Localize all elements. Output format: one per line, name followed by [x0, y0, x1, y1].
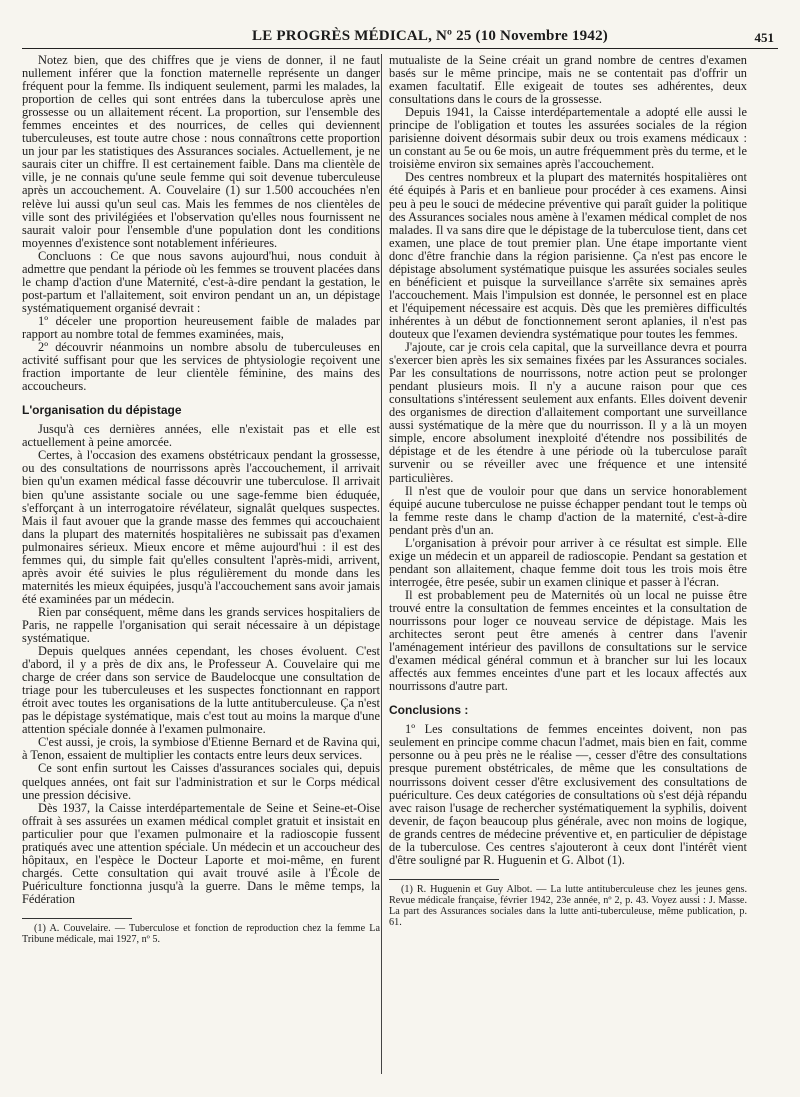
- paragraph: Concluons : Ce que nous savons aujourd'hui, nous conduit à admettre que pendant la période où les femmes se trouvent placées dans le champ d'action d'une Maternité, c'est-à-dire pendant la gestation, le post-partum et l'allaitement, soit environ pendant un an, un dépistage systématiquement organisé devrait :: [22, 248, 380, 315]
- page-number: 451: [754, 30, 774, 45]
- paragraph: Depuis 1941, la Caisse interdépartementale a adopté elle aussi le principe de l'obligation et toutes les assurées sociales de la région parisienne doivent désormais subir deux ou trois examens médicaux : un constant au 5e ou 6e mois, un autre fréquemment près du terme, et le troisième environ six semaines après l'accouchement.: [389, 105, 747, 172]
- section-heading: Conclusions :: [389, 703, 469, 718]
- paragraph: Des centres nombreux et la plupart des maternités hospitalières ont été équipés à Paris et en banlieue pour procéder à ces examens. Ainsi peu à peu le souci de médecine préventive qui paraît guider la politique des Assurances sociales nous amène à l'examen médical complet de nos malades. Il va sans dire que le dépistage de la tuberculose tient, dans cet examen, une place de tout premier plan. Une étape importante vient donc d'être franchie dans la région parisienne. Ça n'est pas encore le dépistage absolument systématique puisque les assurées sociales seules en bénéficient et puisque la surveillance s'arrête six semaines après l'accouchement. Mais l'impulsion est donnée, le personnel est en place et l'équipement nécessaire est acquis. Dès que les premières difficultés inhérentes à un début de fonctionnement seront aplanies, il n'est pas douteux que l'examen deviendra systématique pour toutes les femmes.: [389, 170, 747, 341]
- footnote: (1) R. Huguenin et Guy Albot. — La lutte antituberculeuse chez les jeunes gens. Revue médicale française, février 1942, 23e année, nº 2, p. 43. Voyez aussi : J. Masse. La part des Assurances sociales dans la lutte anti-tuberculeuse, même publication, p. 61.: [389, 883, 747, 928]
- paragraph: Dès 1937, la Caisse interdépartementale de Seine et Seine-et-Oise offrait à ses assurées un examen médical complet gratuit et insistait en particulier pour que l'examen pulmonaire et la radioscopie fussent pratiqués avec une attention spéciale. Un médecin et un accoucheur des hôpitaux, en l'espèce le Docteur Laporte et moi-même, en furent chargés. Cette consultation qui avait trouvé asile à l'École de Puériculture fonctionna jusqu'à la guerre. Dans le même temps, la Fédération: [22, 800, 380, 906]
- page-header: [22, 26, 778, 49]
- column-divider: [381, 54, 382, 1074]
- paragraph: mutualiste de la Seine créait un grand nombre de centres d'examen basés sur le même principe, mais ne se contentait pas d'offrir un examen facultatif. Elle exigeait de toutes ses adhérentes, deux consultations dans le cours de la grossesse.: [389, 53, 747, 107]
- right-column: [389, 54, 747, 928]
- footnote-rule: [22, 918, 132, 919]
- paragraph: Il n'est que de vouloir pour que dans un service honorablement équipé aucune tuberculose ne puisse échapper pendant tout le temps où la femme reste dans le champ d'action de la maternité, c'est-à-dire pendant près d'un an.: [389, 483, 747, 537]
- footnote-rule: [389, 879, 499, 880]
- paragraph: Certes, à l'occasion des examens obstétricaux pendant la grossesse, ou des consultations de nourrissons après l'accouchement, il arrivait bien qu'un examen médical fasse découvrir une tuberculose. Il arrivait bien qu'une assistante sociale ou une sage-femme bien éduquée, s'efforçant à un interrogatoire révélateur, signalât quelques suspectes. Mais il faut avouer que la grande masse des femmes qui accouchaient dans la plupart des maternités hospitalières ne subissait pas d'examen pulmonaires sérieux. Mieux encore et même aujourd'hui : il est des femmes qui, du simple fait qu'elles consultent l'après-midi, arrivent, après avoir été suivies le plus régulièrement du monde dans les maternités les mieux équipées, jusqu'à l'accouchement sans avoir jamais été examinées par un médecin.: [22, 448, 380, 606]
- paragraph: 1º déceler une proportion heureusement faible de malades par rapport au nombre total de femmes examinées, mais,: [22, 313, 380, 341]
- paragraph: Notez bien, que des chiffres que je viens de donner, il ne faut nullement inférer que la fonction maternelle représente un danger fréquent pour la femme. Ils indiquent seulement, parmi les malades, la proportion de celles qui sont entrées dans la tuberculose après une grossesse ou un allaitement récent. La proportion, sur l'ensemble des femmes enceintes et des nourrices, de celles qui deviennent tuberculeuses, est toute autre chose : nous connaîtrons cette proportion un jour par les statistiques des Assurances sociales. Actuellement, je ne saurais citer un chiffre. Il est certainement faible. Dans ma clientèle de ville, je ne connais qu'une seule femme qui soit devenue tuberculeuse après un accouchement. A. Couvelaire (1) sur 1.500 accouchées n'en relève lui aussi qu'un seul cas. Mais les femmes de nos clientèles de ville sont des privilégiées et l'observation qu'elles nous fournissent ne saurait valoir pour l'ensemble d'une population dont les conditions moyennes d'existence sont notablement inférieures.: [22, 53, 380, 250]
- paragraph: 1º Les consultations de femmes enceintes doivent, non pas seulement en principe comme chacun l'admet, mais bien en fait, comme personne ou à peu près ne le réalise —, cesser d'être des consultations presque purement obstétricales, de même que les consultations de nourrissons doivent cesser d'être exclusivement des consultations de puériculture. Ces deux catégories de consultations où s'est déjà répandu avec raison l'usage de rechercher systématiquement la syphilis, doivent devenir, de façon beaucoup plus générale, avec non moins de logique, de grands centres de médecine préventive et, en particulier de dépistage de la tuberculose. Ces centres s'ajouteront à ceux dont l'intérêt vient d'être souligné par R. Huguenin et G. Albot (1).: [389, 722, 747, 867]
- footnote: (1) A. Couvelaire. — Tuberculose et fonction de reproduction chez la femme La Tribune médicale, mai 1927, nº 5.: [22, 923, 380, 945]
- paragraph: L'organisation à prévoir pour arriver à ce résultat est simple. Elle exige un médecin et un appareil de radioscopie. Pendant sa gestation et pendant son allaitement, chaque femme doit tous les trois mois être interrogée, être pesée, subir un examen clinique et passer à l'écran.: [389, 535, 747, 589]
- paragraph: Rien par conséquent, même dans les grands services hospitaliers de Paris, ne rappelle l'organisation qui serait nécessaire à un dépistage systématique.: [22, 604, 380, 646]
- paragraph: J'ajoute, car je crois cela capital, que la surveillance devra et pourra s'exercer bien après les six semaines fixées par les Assurances sociales. Par les consultations de nourrissons, notre action peut se prolonger pendant plusieurs mois. Il n'y a aucune raison pour que ces consultations s'intéressent seulement aux enfants. Elles doivent devenir des organismes de direction d'allaitement comportant une surveillance aussi systématique de la mère que du nourrisson. Il y a là un moyen simple, encore absolument inexploité d'étendre nos possibilités de dépistage et de les étendre à une période où la tuberculose paraît survenir ou se réveiller avec une fréquence et une intensité particulières.: [389, 340, 747, 485]
- paragraph: Ce sont enfin surtout les Caisses d'assurances sociales qui, depuis quelques années, ont fait sur l'administration et sur le Corps médical une pression décisive.: [22, 761, 380, 802]
- paragraph: Depuis quelques années cependant, les choses évoluent. C'est d'abord, il y a près de dix ans, le Professeur A. Couvelaire qui me charge de créer dans son service de Baudelocque une consultation de triage pour les tuberculeuses et les suspectes fonctionnant en rapport étroit avec toutes les organisations de la lutte antituberculeuse. Ça n'est pas le dépistage systématique, mais c'est tout au moins la marque d'une attention spéciale donnée à l'examen pulmonaire.: [22, 644, 380, 737]
- paragraph: Jusqu'à ces dernières années, elle n'existait pas et elle est actuellement à peine amorcée.: [22, 422, 380, 450]
- paragraph: C'est aussi, je crois, la symbiose d'Etienne Bernard et de Ravina qui, à Tenon, essaient de multiplier les contacts entre leurs deux services.: [22, 735, 380, 763]
- left-column: [22, 54, 380, 945]
- running-title: LE PROGRÈS MÉDICAL, Nº 25 (10 Novembre 1942): [252, 28, 608, 44]
- paragraph: Il est probablement peu de Maternités où un local ne puisse être trouvé entre la consultation de femmes enceintes et la consultation de nourrissons pour loger ce nouveau service de dépistage. Mais les architectes seront peut être amenés à centrer dans l'avenir l'aménagement intérieur des pavillons de consultations sur le service d'examen médical général commun et à brancher sur lui les locaux affectés aux femmes enceintes d'une part et les locaux affectés aux nourrissons d'autre part.: [389, 587, 747, 694]
- section-heading: L'organisation du dépistage: [22, 403, 182, 418]
- paragraph: 2º découvrir néanmoins un nombre absolu de tuberculeuses en activité suffisant pour que les services de phtysiologie reçoivent une fraction importante de leur clientèle féminine, des mains des accoucheurs.: [22, 340, 380, 394]
